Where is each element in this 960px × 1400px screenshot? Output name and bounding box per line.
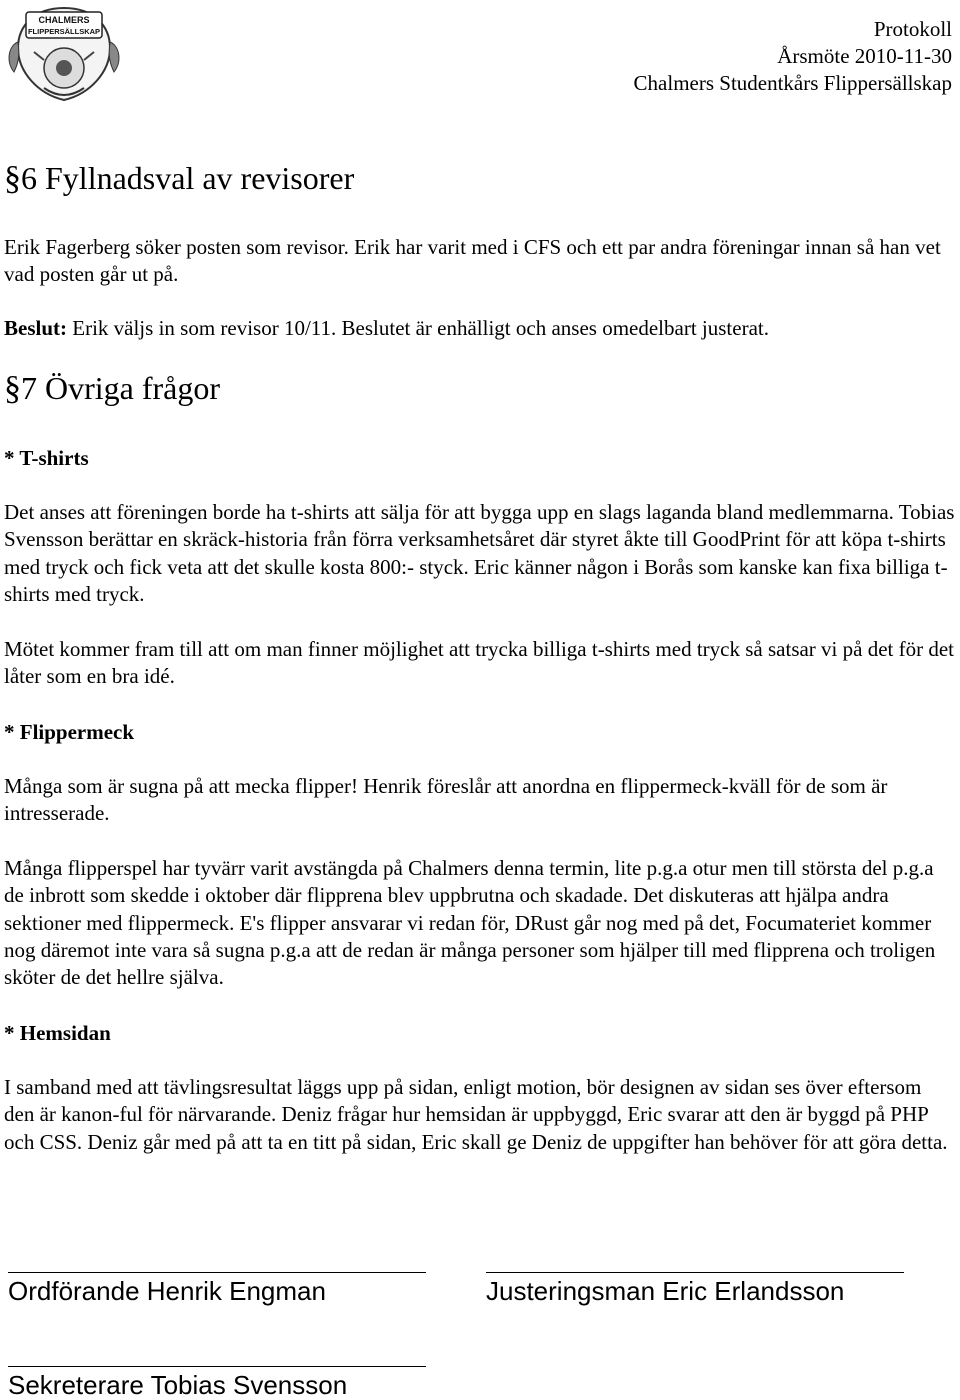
signature-chair: Ordförande Henrik Engman [8,1276,326,1306]
section-sign: § [4,370,21,407]
logo-text-bottom: FLIPPERSÄLLSKAP [27,27,101,36]
section-title: 7 Övriga frågor [21,370,221,406]
flippermeck-paragraph-1: Många som är sugna på att mecka flipper! Henrik föreslår att anordna en flippermeck-kväll för de som är intresserade. [4,774,888,826]
meeting-date: Årsmöte 2010-11-30 [777,44,952,68]
document-header [634,16,952,97]
hemsidan-heading: * Hemsidan [4,1021,111,1045]
flippermeck-paragraph-2: Många flipperspel har tyvärr varit avstängda på Chalmers denna termin, lite p.g.a otur men till största del p.g.a de inbrott som skedde i oktober där flipprena blev uppbrutna och skadade. Det diskuteras att hjälpa andra sektioner med flippermeck. E's flipper ansvarar vi redan för, DRust går nog med på det, Focumateriet kommer nog däremot inte vara så sugna p.g.a att de redan är många personer som hjälper till med flipprena och troligen sköter de det hellre själva. [4,856,936,990]
signature-line-secretary [8,1366,426,1367]
society-logo [4,2,124,106]
flippermeck-heading: * Flippermeck [4,720,135,744]
tshirts-paragraph-2: Mötet kommer fram till att om man finner möjlighet att trycka billiga t-shirts med tryck så satsar vi på det för det låter som en bra idé. [4,637,955,689]
signature-line-chair [8,1272,426,1273]
hemsidan-paragraph: I samband med att tävlingsresultat läggs upp på sidan, enligt motion, bör designen av sidan ses över eftersom den är kanon-ful för närvarande. Deniz frågar hur hemsidan är uppbyggd, Eric svarar att den är byggd på PHP och CSS. Deniz går med på att ta en titt på sidan, Eric skall ge Deniz de uppgifter han behöver för att göra detta. [4,1075,948,1154]
section-title: 6 Fyllnadsval av revisorer [21,160,355,196]
section-6-heading [4,160,354,197]
signature-line-adjuster [486,1272,904,1273]
decision-text: Erik väljs in som revisor 10/11. Beslutet är enhälligt och anses omedelbart justerat. [67,316,769,340]
tshirts-heading: * T-shirts [4,446,89,470]
document-type: Protokoll [873,17,952,41]
decision-label: Beslut: [4,316,67,340]
section-6-paragraph: Erik Fagerberg söker posten som revisor. Erik har varit med i CFS och ett par andra föreningar innan så han vet vad posten går ut på. [4,235,941,287]
organization-name: Chalmers Studentkårs Flippersällskap [633,71,952,95]
decision-paragraph [4,315,956,342]
section-sign: § [4,160,21,197]
tshirts-paragraph-1: Det anses att föreningen borde ha t-shirts att sälja för att bygga upp en slags laganda bland medlemmarna. Tobias Svensson berättar en skräck-historia från förra verksamhetsåret där styret åkte till GoodPrint för att köpa t-shirts med tryck och fick veta att det skulle kosta 800:- styck. Eric känner någon i Borås som kanske kan fixa billiga t-shirts med tryck. [4,500,955,606]
logo-text-top: CHALMERS [38,15,90,25]
signature-secretary: Sekreterare Tobias Svensson [8,1370,348,1400]
signature-adjuster: Justeringsman Eric Erlandsson [486,1276,845,1306]
section-7-heading [4,370,220,407]
